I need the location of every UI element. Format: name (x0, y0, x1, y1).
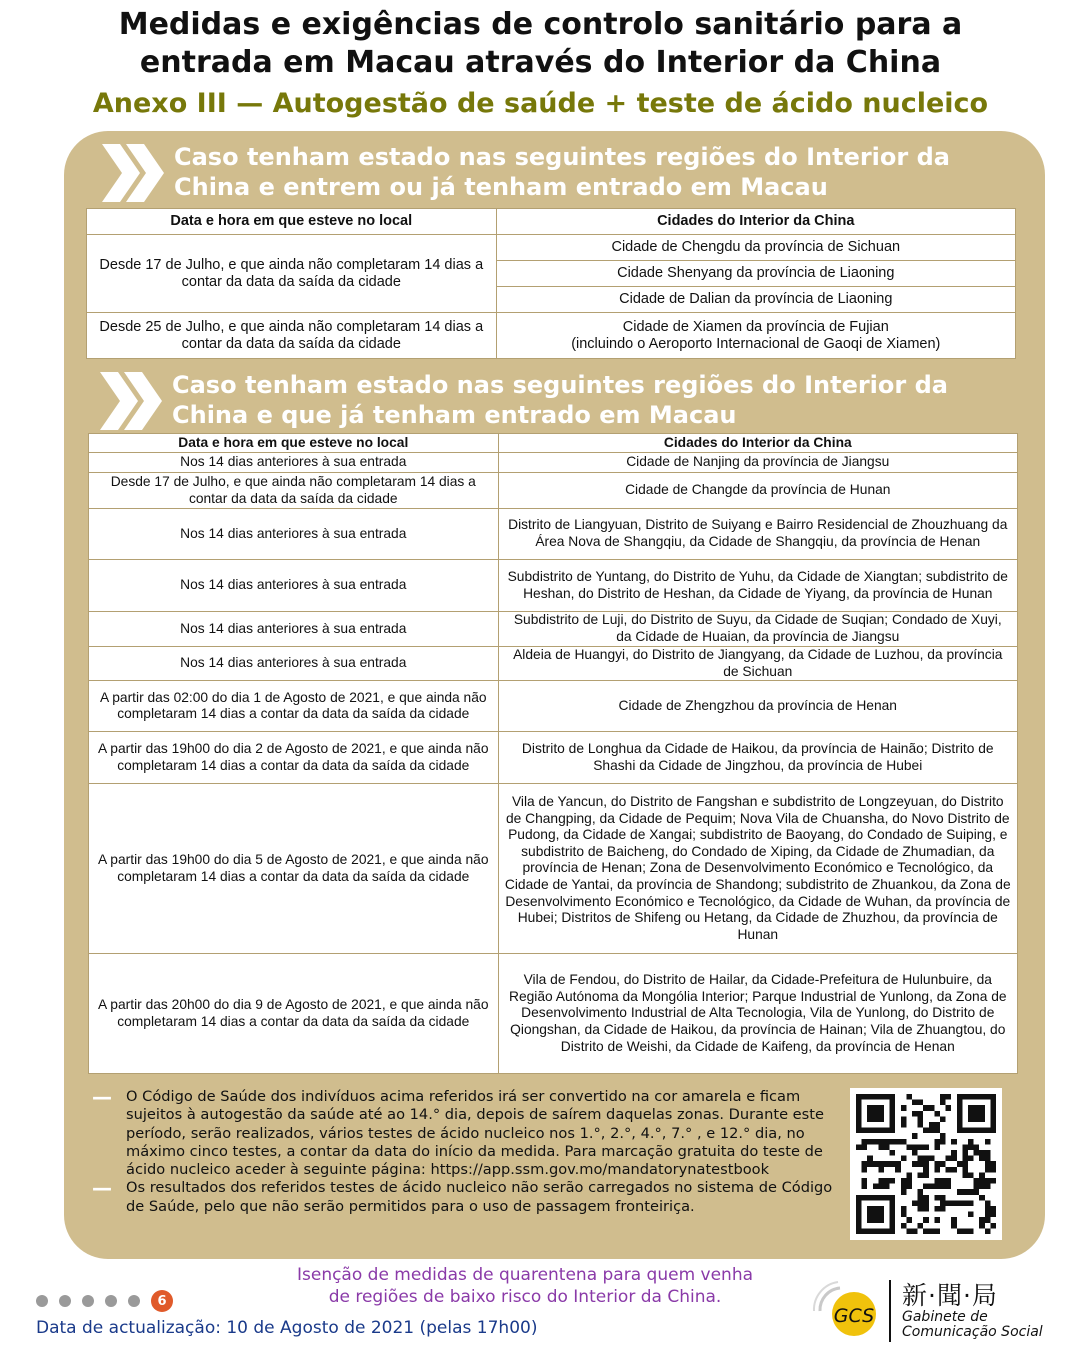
section-1-heading-line-1: Caso tenham estado nas seguintes regiões do Interior da (174, 143, 950, 171)
logo-chinese-name: 新·聞·局 (902, 1281, 998, 1310)
gcs-logo-icon (800, 1276, 896, 1346)
table-cell-date: Desde 17 de Julho, e que ainda não completaram 14 dias a contar da data da saída da cidade (87, 235, 497, 313)
title-line-2: entrada em Macau através do Interior da China (139, 45, 942, 80)
section-1-table (86, 208, 1016, 359)
table-cell-city: Cidade de Nanjing da província de Jiangsu (498, 453, 1017, 473)
page-dot[interactable] (59, 1295, 71, 1307)
table-cell-city: Vila de Fendou, do Distrito de Hailar, da Cidade-Prefeitura de Hulunbuire, da Região Autónoma da Mongólia Interior; Parque Industrial de Yunlong, da Zona de Desenvolvimento Industrial de Alta Tecnologia, Vila de Yunlong, do Distrito de Qiongshan, da Cidade de Haikou, da província de Hainan; Vila de Zhuangtou, do Distrito de Weishi, da Cidade de Kaifeng, da província de Henan (498, 954, 1017, 1074)
page-subtitle: Anexo III — Autogestão de saúde + teste de ácido nucleico (92, 88, 989, 119)
table-cell-city: Aldeia de Huangyi, do Distrito de Jiangyang, da Cidade de Luzhou, da província de Sichuan (498, 647, 1017, 681)
city-line-2: (incluindo o Aeroporto Internacional de Gaoqi de Xiamen) (571, 335, 941, 352)
title-line-1: Medidas e exigências de controlo sanitário para a (118, 7, 963, 42)
notes (92, 1085, 842, 1216)
logo-name-line-2: Comunicação Social (902, 1324, 1043, 1340)
qr-code[interactable] (850, 1088, 1002, 1240)
page-dot[interactable] (36, 1295, 48, 1307)
table-cell-date: Desde 25 de Julho, e que ainda não completaram 14 dias a contar da data da saída da cidade (87, 313, 497, 359)
table-row (89, 509, 1018, 560)
section-2-heading-line-1: Caso tenham estado nas seguintes regiões do Interior da (172, 371, 948, 399)
table-header-city: Cidades do Interior da China (496, 209, 1015, 235)
table-cell-city: Distrito de Liangyuan, Distrito de Suiyang e Bairro Residencial de Zhouzhuang da Área Nova de Shangqiu, da Cidade de Shangqiu, da província de Henan (498, 509, 1017, 560)
section-2-heading-line-2: China e que já tenham entrado em Macau (172, 401, 737, 429)
svg-text:GCS: GCS (833, 1305, 875, 1327)
current-page-badge[interactable]: 6 (151, 1290, 173, 1312)
table-cell-date: Desde 17 de Julho, e que ainda não completaram 14 dias a contar da data da saída da cidade (89, 473, 499, 509)
note-item (92, 1176, 842, 1216)
table-cell-city: Cidade de Zhengzhou da província de Henan (498, 681, 1017, 732)
table-row (89, 954, 1018, 1074)
section-1-heading-line-2: China e entrem ou já tenham entrado em Macau (174, 173, 828, 201)
table-cell-date: Nos 14 dias anteriores à sua entrada (89, 647, 499, 681)
double-chevron-icon (100, 142, 164, 204)
table-header-date: Data e hora em que esteve no local (87, 209, 497, 235)
page-dot[interactable] (128, 1295, 140, 1307)
table-cell-date: Nos 14 dias anteriores à sua entrada (89, 612, 499, 647)
link-line-2: de regiões de baixo risco do Interior da China. (328, 1287, 722, 1307)
table-cell-date: A partir das 20h00 do dia 9 de Agosto de 2021, e que ainda não completaram 14 dias a contar da data da saída da cidade (89, 954, 499, 1074)
table-cell-city: Vila de Yancun, do Distrito de Fangshan e subdistrito de Longzeyuan, do Distrito de Changping, da Cidade de Pequim; Nova Vila de Chuansha, do Novo Distrito de Pudong, da Cidade de Xangai; subdistrito de Baoyang, do Condado de Suiping, e subdistrito de Baicheng, do Condado de Xiping, da Cidade de Zhumadian, da província de Henan; Zona de Desenvolvimento Económico e Tecnológico, da Cidade de Yantai, da província de Shandong; subdistrito de Zhuankou, da Zona de Desenvolvimento Económico e Tecnológico, da Cidade de Wuhan, da província de Hubei; Distritos de Shifeng ou Hetang, da Cidade de Zhuzhou, da província de Hunan (498, 784, 1017, 954)
note-text: O Código de Saúde dos indivíduos acima referidos irá ser convertido na cor amarela e ficam sujeitos à autogestão da saúde até ao 14.° dia, depois de saírem daquelas zonas. Durante este período, serão realizados, vários testes de ácido nucleico nos 1.°, 2.°, 4.°, 7.° , e 12.° dia, no máximo cinco testes, a contar da data do início da medida. Para marcação gratuita do teste de ácido nucleico aceder à seguinte página: https://app.ssm.gov.mo/mandatorynatestbook (126, 1088, 824, 1179)
gcs-logo (800, 1276, 1070, 1346)
page-dot[interactable] (105, 1295, 117, 1307)
table-cell-date: Nos 14 dias anteriores à sua entrada (89, 453, 499, 473)
table-cell-city: Subdistrito de Luji, do Distrito de Suyu, da Cidade de Suqian; Condado de Xuyi, da Cidade de Huaian, da província de Jiangsu (498, 612, 1017, 647)
table-row (89, 453, 1018, 473)
logo-name-line-1: Gabinete de (902, 1309, 988, 1325)
table-cell-city: Cidade Shenyang da província de Liaoning (496, 261, 1015, 287)
section-2-table (88, 433, 1018, 1074)
updated-date: Data de actualização: 10 de Agosto de 2021 (pelas 17h00) (36, 1318, 538, 1338)
table-row (89, 560, 1018, 612)
note-item (92, 1085, 842, 1179)
table-cell-date: A partir das 19h00 do dia 2 de Agosto de 2021, e que ainda não completaram 14 dias a contar da data da saída da cidade (89, 732, 499, 784)
table-cell-city: Cidade de Changde da província de Hunan (498, 473, 1017, 509)
table-cell-date: A partir das 19h00 do dia 5 de Agosto de 2021, e que ainda não completaram 14 dias a contar da data da saída da cidade (89, 784, 499, 954)
table-row (89, 612, 1018, 647)
page-indicator (36, 1290, 173, 1312)
table-cell-city: Cidade de Dalian da província de Liaoning (496, 287, 1015, 313)
table-row (89, 681, 1018, 732)
table-cell-date: Nos 14 dias anteriores à sua entrada (89, 560, 499, 612)
page-dot[interactable] (82, 1295, 94, 1307)
note-text: Os resultados dos referidos testes de ácido nucleico não serão carregados no sistema de Código de Saúde, pelo que não serão permitidos para o uso de passagem fronteiriça. (126, 1179, 833, 1215)
double-chevron-icon (98, 370, 162, 432)
city-line-1: Cidade de Xiamen da província de Fujian (622, 318, 889, 335)
table-cell-city: Distrito de Longhua da Cidade de Haikou, da província de Hainão; Distrito de Shashi da Cidade de Jingzhou, da província de Hubei (498, 732, 1017, 784)
quarantine-exemption-link[interactable] (270, 1264, 780, 1308)
table-cell-date: Nos 14 dias anteriores à sua entrada (89, 509, 499, 560)
section-1-heading (100, 142, 950, 204)
table-header-date: Data e hora em que esteve no local (89, 434, 499, 453)
dash-bullet-icon: — (92, 1176, 112, 1201)
table-row (89, 647, 1018, 681)
table-row (89, 473, 1018, 509)
link-line-1: Isenção de medidas de quarentena para quem venha (296, 1265, 754, 1285)
table-row (89, 732, 1018, 784)
table-header-city: Cidades do Interior da China (498, 434, 1017, 453)
table-cell-date: A partir das 02:00 do dia 1 de Agosto de 2021, e que ainda não completaram 14 dias a contar da data da saída da cidade (89, 681, 499, 732)
table-cell-city: Subdistrito de Yuntang, do Distrito de Yuhu, da Cidade de Xiangtan; subdistrito de Heshan, do Distrito de Heshan, da Cidade de Yiyang, da província de Hunan (498, 560, 1017, 612)
table-cell-city (496, 313, 1015, 359)
table-cell-city: Cidade de Chengdu da província de Sichuan (496, 235, 1015, 261)
dash-bullet-icon: — (92, 1085, 112, 1109)
section-2-heading (98, 370, 948, 432)
qr-code-icon (856, 1094, 996, 1234)
page-title (0, 6, 1081, 82)
table-row (89, 784, 1018, 954)
